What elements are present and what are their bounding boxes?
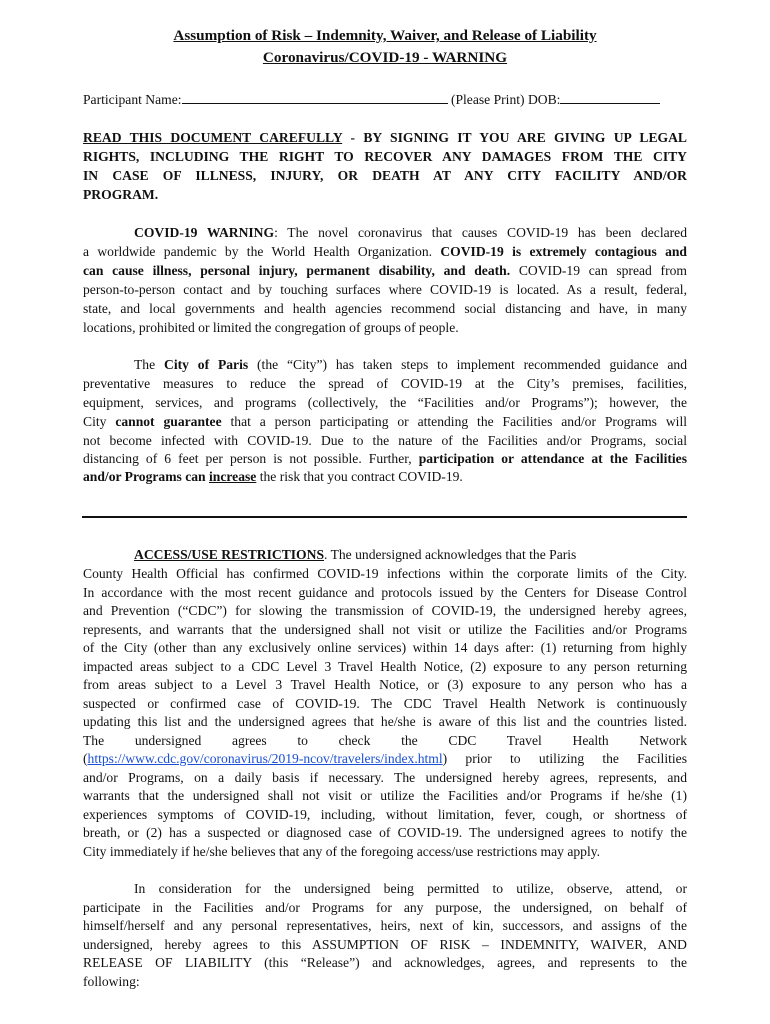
covid-warning-line-2: a worldwide pandemic by the World Health Organization. COVID-19 is extremely contagious and — [83, 244, 687, 259]
covid-warning-line-1: COVID-19 WARNING: The novel coronavirus that causes COVID-19 has been declared — [134, 225, 687, 240]
access-line-8: from areas subject to a Level 3 Travel Health Notice, or (3) exposure to any person who has a — [83, 677, 687, 692]
city-line-3: equipment, services, and programs (collectively, the “Facilities and/or Programs”); however, the — [83, 395, 687, 410]
consideration-line-2: participate in the Facilities and/or Programs for any purpose, the undersigned, on behalf of — [83, 900, 687, 915]
city-line-6: distancing of 6 feet per person is not possible. Further, participation or attendance at the Facilities — [83, 451, 687, 466]
covid-warning-line-4: person-to-person contact and by touching surfaces where COVID-19 is located. As a result, federal, — [83, 282, 687, 297]
consideration-line-3: himself/herself and any personal representatives, heirs, next of kin, successors, and assigns of the — [83, 918, 687, 933]
access-line-13: and/or Programs, on a daily basis if necessary. The undersigned hereby agrees, represents, and — [83, 770, 687, 785]
covid-warning-line-5: state, and local governments and health agencies recommend social distancing and have, in many — [83, 301, 687, 316]
access-line-1: ACCESS/USE RESTRICTIONS. The undersigned acknowledges that the Paris — [134, 547, 577, 562]
covid-warning-label: COVID-19 WARNING — [134, 225, 275, 240]
warning-line-4: PROGRAM. — [83, 187, 159, 202]
city-line-1: The City of Paris (the “City”) has taken steps to implement recommended guidance and — [134, 357, 687, 372]
title-line-1: Assumption of Risk – Indemnity, Waiver, and Release of Liability — [173, 27, 597, 44]
consideration-line-1: In consideration for the undersigned being permitted to utilize, observe, attend, or — [134, 881, 687, 896]
access-line-6: of the City (other than any exclusively online services) within 14 days after: (1) returning from highly — [83, 640, 687, 655]
access-line-2: County Health Official has confirmed COVID-19 infections within the corporate limits of the City. — [83, 566, 687, 581]
participant-name-field[interactable] — [182, 91, 448, 104]
covid-warning-line-3: can cause illness, personal injury, permanent disability, and death. COVID-19 can spread from — [83, 263, 687, 278]
covid-warning-line-6: locations, prohibited or limited the congregation of groups of people. — [83, 320, 459, 335]
title-line-2: Coronavirus/COVID-19 - WARNING — [262, 49, 508, 66]
print-dob-label: (Please Print) DOB: — [450, 92, 561, 107]
warning-line-3: IN CASE OF ILLNESS, INJURY, OR DEATH AT ANY CITY FACILITY AND/OR — [83, 168, 687, 183]
read-carefully-heading: READ THIS DOCUMENT CAREFULLY — [83, 130, 343, 145]
access-line-5: represents, and warrants that the undersigned shall not visit or utilize the Facilities and/or Programs — [83, 622, 687, 637]
access-line-3: In accordance with the most recent guidance and protocols issued by the Centers for Disease Control — [83, 585, 687, 600]
access-line-9: suspected or confirmed case of COVID-19. The CDC Travel Health Network is continuously — [83, 696, 687, 711]
access-line-14: warrants that the undersigned shall not visit or utilize the Facilities and/or Programs if he/she (1) — [83, 788, 687, 803]
access-line-11: The undersigned agrees to check the CDC Travel Health Network — [83, 733, 687, 748]
city-line-4: City cannot guarantee that a person participating or attending the Facilities and/or Programs will — [83, 414, 687, 429]
consideration-line-6: following: — [83, 974, 140, 989]
warning-line-2: RIGHTS, INCLUDING THE RIGHT TO RECOVER ANY DAMAGES FROM THE CITY — [83, 149, 687, 164]
city-line-5: not become infected with COVID-19. Due to the nature of the Facilities and/or Programs, social — [83, 433, 687, 448]
dob-field[interactable] — [560, 91, 660, 104]
access-line-16: breath, or (2) has a suspected or diagnosed case of COVID-19. The undersigned agrees to notify the — [83, 825, 687, 840]
participant-name-label: Participant Name: — [83, 92, 182, 107]
access-heading: ACCESS/USE RESTRICTIONS — [134, 547, 325, 562]
city-name: City of Paris — [164, 357, 249, 372]
section-divider — [82, 516, 687, 518]
consideration-line-5: RELEASE OF LIABILITY (this “Release”) and acknowledges, agrees, and represents to the — [83, 955, 687, 970]
access-line-10: updating this list and the undersigned agrees that he/she is aware of this list and the countries listed. — [83, 714, 687, 729]
participant-row — [83, 91, 687, 109]
consideration-line-4: undersigned, hereby agrees to this ASSUMPTION OF RISK – INDEMNITY, WAIVER, AND — [83, 937, 687, 952]
access-line-4: and Prevention (“CDC”) for slowing the transmission of COVID-19, the undersigned hereby agrees, — [83, 603, 687, 618]
access-line-15: experiences symptoms of COVID-19, including, without limitation, fever, cough, or shortness of — [83, 807, 687, 822]
warning-line-1: READ THIS DOCUMENT CAREFULLY - BY SIGNING IT YOU ARE GIVING UP LEGAL — [83, 130, 687, 145]
access-line-12: (https://www.cdc.gov/coronavirus/2019-ncov/travelers/index.html) prior to utilizing the Facilities — [83, 751, 687, 766]
access-line-17: City immediately if he/she believes that any of the foregoing access/use restrictions may apply. — [83, 844, 601, 859]
cdc-travel-link[interactable]: https://www.cdc.gov/coronavirus/2019-ncov/travelers/index.html — [87, 751, 443, 766]
city-line-7: and/or Programs can increase the risk that you contract COVID-19. — [83, 469, 463, 484]
city-line-2: preventative measures to reduce the spread of COVID-19 at the City’s premises, facilities, — [83, 376, 687, 391]
access-line-7: impacted areas subject to a CDC Level 3 Travel Health Notice, (2) exposure to any person returning — [83, 659, 687, 674]
